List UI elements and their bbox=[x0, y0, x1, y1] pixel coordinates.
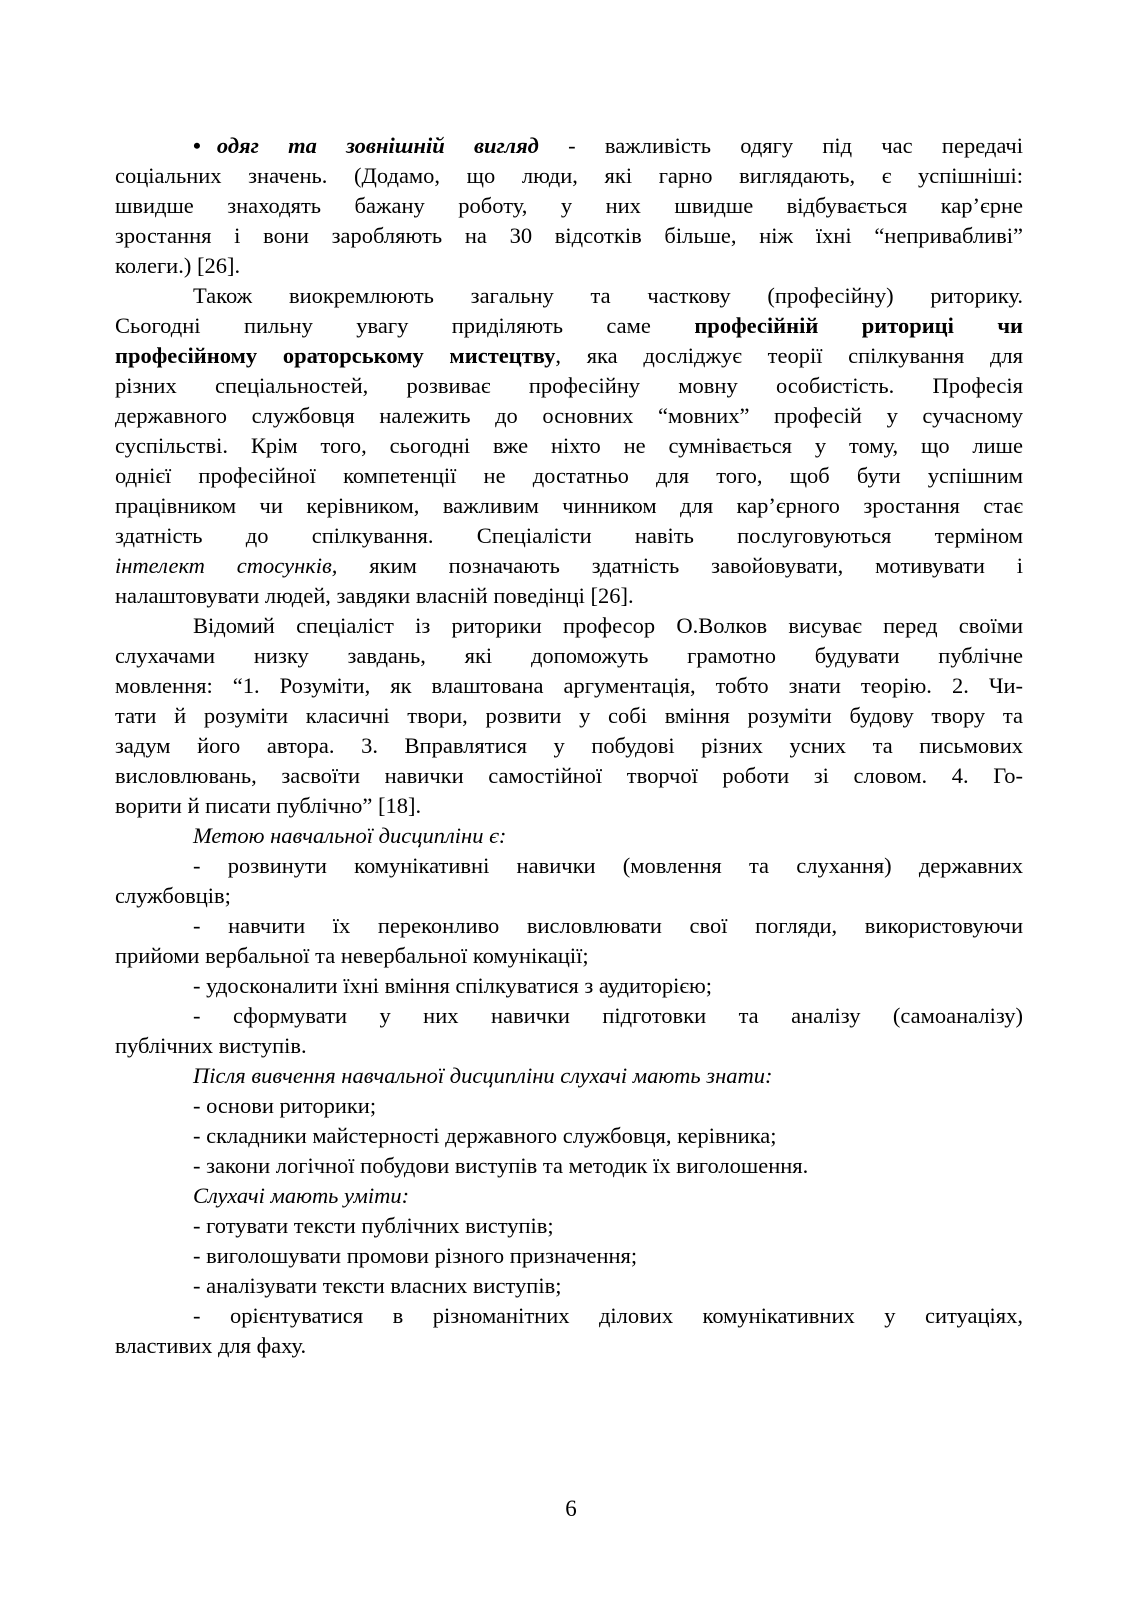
text-line bbox=[115, 1061, 1023, 1091]
text-segment: Відомий спеціаліст із риторики професор О.Волков висуває перед своїми bbox=[193, 613, 1023, 638]
text-segment: висловлювань, засвоїти навички самостійної творчої роботи зі словом. 4. Го- bbox=[115, 763, 1023, 788]
text-line bbox=[115, 251, 1023, 281]
paragraph-goal-heading bbox=[115, 821, 1023, 851]
text-line bbox=[115, 371, 1023, 401]
paragraph-goal-item-form bbox=[115, 1001, 1023, 1061]
paragraph-goal-item-develop bbox=[115, 851, 1023, 911]
text-line bbox=[115, 1121, 1023, 1151]
text-segment: - сформувати у них навички підготовки та аналізу (самоаналізу) bbox=[193, 1003, 1023, 1028]
text-segment: слухачами низку завдань, які допоможуть грамотно будувати публічне bbox=[115, 643, 1023, 668]
paragraph-able-heading bbox=[115, 1181, 1023, 1211]
text-segment: Сьогодні пильну увагу приділяють саме bbox=[115, 313, 695, 338]
text-line bbox=[115, 1091, 1023, 1121]
text-segment: інтелект стосунків, bbox=[115, 553, 338, 578]
paragraph-know-heading bbox=[115, 1061, 1023, 1091]
text-line bbox=[115, 161, 1023, 191]
paragraph-able-item-orient bbox=[115, 1301, 1023, 1361]
text-segment: ворити й писати публічно” [18]. bbox=[115, 793, 422, 818]
text-segment: різних спеціальностей, розвиває професійну мовну особистість. Професія bbox=[115, 373, 1023, 398]
text-line bbox=[115, 881, 1023, 911]
text-segment: публічних виступів. bbox=[115, 1033, 307, 1058]
text-line bbox=[115, 401, 1023, 431]
text-line bbox=[115, 221, 1023, 251]
text-line bbox=[115, 941, 1023, 971]
text-segment: Після вивчення навчальної дисципліни слухачі мають знати: bbox=[193, 1063, 773, 1088]
text-line bbox=[115, 611, 1023, 641]
text-line bbox=[115, 911, 1023, 941]
text-segment: службовців; bbox=[115, 883, 231, 908]
text-segment: державного службовця належить до основних “мовних” професій у сучасному bbox=[115, 403, 1023, 428]
text-segment: - удосконалити їхні вміння спілкуватися з аудиторією; bbox=[193, 973, 713, 998]
text-line bbox=[115, 1241, 1023, 1271]
text-segment: здатність до спілкування. Спеціалісти навіть послуговуються терміном bbox=[115, 523, 1023, 548]
text-segment: - закони логічної побудови виступів та методик їх виголошення. bbox=[193, 1153, 809, 1178]
text-segment: - основи риторики; bbox=[193, 1093, 377, 1118]
text-line bbox=[115, 1031, 1023, 1061]
text-segment: задум його автора. 3. Вправлятися у побудові різних усних та письмових bbox=[115, 733, 1023, 758]
text-line bbox=[115, 1151, 1023, 1181]
text-line bbox=[115, 821, 1023, 851]
text-segment: - виголошувати промови різного призначення; bbox=[193, 1243, 638, 1268]
document-text-block bbox=[115, 131, 1023, 1361]
paragraph-goal-item-teach bbox=[115, 911, 1023, 971]
text-segment: - розвинути комунікативні навички (мовлення та слухання) державних bbox=[193, 853, 1023, 878]
text-segment: - важливість одягу під час передачі bbox=[568, 133, 1023, 158]
text-segment: , яка досліджує теорії спілкування для bbox=[555, 343, 1023, 368]
text-segment: тати й розуміти класичні твори, розвити у собі вміння розуміти будову твору та bbox=[115, 703, 1023, 728]
text-segment: зростання і вони заробляють на 30 відсотків більше, ніж їхні “непривабливі” bbox=[115, 223, 1023, 248]
text-line bbox=[115, 1271, 1023, 1301]
text-line bbox=[115, 761, 1023, 791]
text-segment: професійному ораторському мистецтву bbox=[115, 343, 556, 368]
text-segment: прийоми вербальної та невербальної комунікації; bbox=[115, 943, 589, 968]
text-line bbox=[115, 1211, 1023, 1241]
paragraph-bullet-clothing-appearance bbox=[115, 131, 1023, 281]
text-segment: - складники майстерності державного службовця, керівника; bbox=[193, 1123, 777, 1148]
text-line bbox=[115, 971, 1023, 1001]
text-segment: - навчити їх переконливо висловлювати свої погляди, використовуючи bbox=[193, 913, 1023, 938]
text-segment: властивих для фаху. bbox=[115, 1333, 307, 1358]
bullet-marker: • bbox=[193, 133, 201, 158]
text-line bbox=[115, 131, 1023, 161]
text-segment: - готувати тексти публічних виступів; bbox=[193, 1213, 554, 1238]
text-segment: працівником чи керівником, важливим чинником для кар’єрного зростання стає bbox=[115, 493, 1023, 518]
text-segment: соціальних значень. (Додамо, що люди, які гарно виглядають, є успішніші: bbox=[115, 163, 1023, 188]
text-line bbox=[115, 851, 1023, 881]
text-line bbox=[115, 671, 1023, 701]
text-line bbox=[115, 1301, 1023, 1331]
text-line bbox=[115, 581, 1023, 611]
paragraph-goal-item-improve bbox=[115, 971, 1023, 1001]
paragraph-know-items bbox=[115, 1091, 1023, 1181]
page-number: 6 bbox=[565, 1496, 577, 1521]
text-line bbox=[115, 341, 1023, 371]
text-line bbox=[115, 521, 1023, 551]
text-line bbox=[115, 311, 1023, 341]
text-line bbox=[115, 191, 1023, 221]
text-segment: колеги.) [26]. bbox=[115, 253, 241, 278]
text-line bbox=[115, 791, 1023, 821]
text-line bbox=[115, 1331, 1023, 1361]
text-segment: професійній риториці чи bbox=[694, 313, 1023, 338]
text-segment: - аналізувати тексти власних виступів; bbox=[193, 1273, 562, 1298]
text-segment: Метою навчальної дисципліни є: bbox=[193, 823, 507, 848]
text-line bbox=[115, 731, 1023, 761]
text-line bbox=[115, 281, 1023, 311]
text-segment: Слухачі мають уміти: bbox=[193, 1183, 410, 1208]
text-segment: мовлення: “1. Розуміти, як влаштована аргументація, тобто знати теорію. 2. Чи- bbox=[115, 673, 1023, 698]
text-segment: Також виокремлюють загальну та часткову (професійну) риторику. bbox=[193, 283, 1023, 308]
text-segment: одяг та зовнішній вигляд bbox=[216, 133, 569, 158]
text-segment: - орієнтуватися в різноманітних ділових комунікативних у ситуаціях, bbox=[193, 1303, 1023, 1328]
text-line bbox=[115, 701, 1023, 731]
text-segment: яким позначають здатність завойовувати, мотивувати і bbox=[337, 553, 1024, 578]
text-segment: налаштовувати людей, завдяки власній поведінці [26]. bbox=[115, 583, 634, 608]
text-line bbox=[115, 1001, 1023, 1031]
paragraph-able-items bbox=[115, 1211, 1023, 1301]
text-segment: однієї професійної компетенції не достатньо для того, щоб бути успішним bbox=[115, 463, 1023, 488]
text-line bbox=[115, 551, 1023, 581]
text-line bbox=[115, 491, 1023, 521]
text-line bbox=[115, 641, 1023, 671]
text-line bbox=[115, 461, 1023, 491]
paragraph-professional-rhetoric bbox=[115, 281, 1023, 611]
text-segment: суспільстві. Крім того, сьогодні вже ніхто не сумнівається у тому, що лише bbox=[115, 433, 1023, 458]
text-line bbox=[115, 431, 1023, 461]
text-segment: швидше знаходять бажану роботу, у них швидше відбувається кар’єрне bbox=[115, 193, 1023, 218]
text-line bbox=[115, 1181, 1023, 1211]
paragraph-volkov-tasks bbox=[115, 611, 1023, 821]
